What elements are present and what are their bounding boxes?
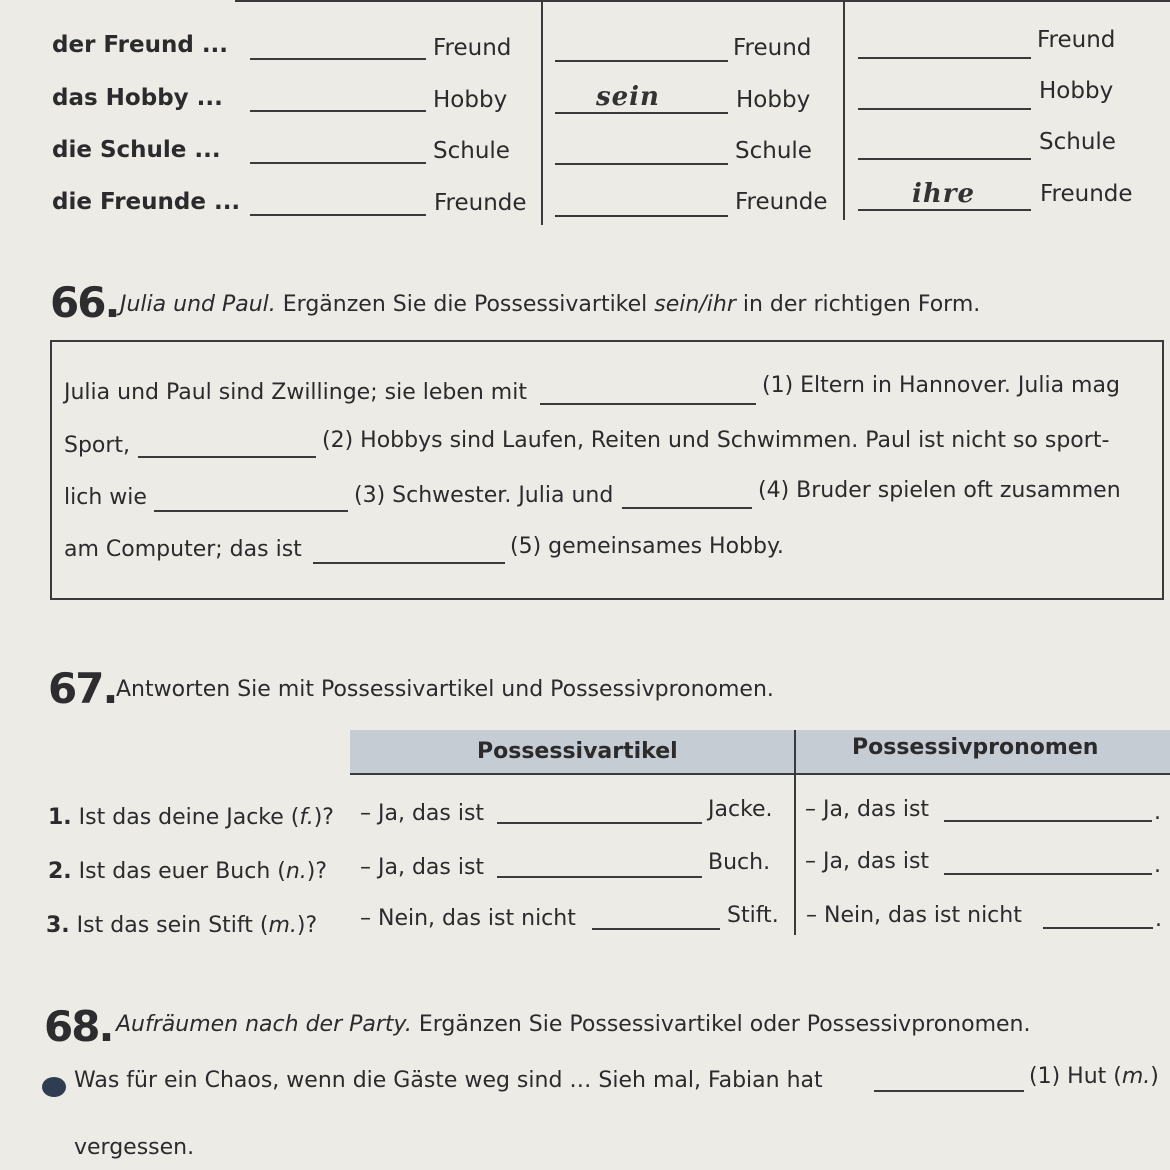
exercise-number: 67. xyxy=(48,664,117,713)
article-blank[interactable] xyxy=(497,822,702,824)
article-blank[interactable] xyxy=(497,876,702,878)
dialogue-text: Was für ein Chaos, wenn die Gäste weg sind … Sieh mal, Fabian hat xyxy=(74,1068,823,1093)
article-noun: Stift. xyxy=(727,903,779,928)
exercise-instruction xyxy=(116,1012,1030,1037)
gender-marker: f. xyxy=(299,805,314,830)
text-segment: (1) Eltern in Hannover. Julia mag xyxy=(762,373,1120,398)
noun-label: Schule xyxy=(1039,129,1116,155)
pronoun-blank[interactable] xyxy=(944,820,1152,822)
top-table-top-rule xyxy=(235,0,1170,2)
text-segment: (4) Bruder spielen oft zusammen xyxy=(758,478,1121,503)
question-number: 2. xyxy=(48,859,72,884)
sentence-end: . xyxy=(1155,907,1162,932)
answer-blank[interactable] xyxy=(858,209,1031,211)
answer-blank[interactable] xyxy=(250,110,426,112)
noun-label: Freund xyxy=(1037,27,1116,53)
answer-blank-1[interactable] xyxy=(874,1090,1024,1092)
noun-label: Freund xyxy=(433,35,512,61)
noun-label: Schule xyxy=(433,138,510,164)
answer-blank-5[interactable] xyxy=(313,562,505,564)
text-segment: Sport, xyxy=(64,433,131,458)
speaker-bullet-icon xyxy=(42,1077,66,1097)
row-label: das Hobby ... xyxy=(52,85,223,111)
answer-blank[interactable] xyxy=(555,163,728,165)
pronoun-answer-prefix: – Ja, das ist xyxy=(805,849,930,874)
question-text-end: )? xyxy=(306,859,328,884)
exercise-number: 68. xyxy=(44,1002,113,1051)
instruction-text: in der richtigen Form. xyxy=(742,292,981,317)
text-segment: Julia und Paul sind Zwillinge; sie leben mit xyxy=(64,380,527,405)
answer-blank[interactable] xyxy=(555,60,728,62)
article-noun: Jacke. xyxy=(708,797,773,822)
noun-label: Freunde xyxy=(1040,181,1133,207)
noun-label: Schule xyxy=(735,138,812,164)
article-answer-prefix: – Ja, das ist xyxy=(360,801,485,826)
exercise-number: 66. xyxy=(50,278,119,327)
text-segment: (5) gemeinsames Hobby. xyxy=(510,534,784,559)
answer-blank[interactable] xyxy=(250,214,426,216)
dialogue-text: vergessen. xyxy=(74,1135,195,1160)
article-answer-prefix: – Ja, das ist xyxy=(360,855,485,880)
exercise-instruction: Antworten Sie mit Possessivartikel und Possessivpronomen. xyxy=(116,677,774,702)
noun-label: Freunde xyxy=(735,189,828,215)
dialogue-text xyxy=(1029,1064,1159,1089)
column-header: Possessivartikel xyxy=(477,739,678,764)
noun-label: Hobby xyxy=(736,87,811,113)
text-segment: am Computer; das ist xyxy=(64,537,302,562)
answer-blank[interactable] xyxy=(858,108,1031,110)
pronoun-blank[interactable] xyxy=(1043,927,1153,929)
noun-label: Freunde xyxy=(434,190,527,216)
exercise-title: Julia und Paul. xyxy=(120,292,276,317)
sentence-end: . xyxy=(1154,800,1161,825)
answer-blank-4[interactable] xyxy=(622,507,752,509)
question xyxy=(46,913,317,938)
gender-marker: m. xyxy=(1121,1064,1151,1089)
gap-label: (1) Hut ( xyxy=(1029,1064,1122,1089)
answer-blank[interactable] xyxy=(858,57,1031,59)
pronoun-blank[interactable] xyxy=(944,873,1152,875)
question-number: 1. xyxy=(48,805,72,830)
table-header-rule xyxy=(350,773,1170,775)
top-table-divider-2 xyxy=(843,0,845,220)
instruction-text: Ergänzen Sie die Possessivartikel xyxy=(282,292,648,317)
text-segment: (2) Hobbys sind Laufen, Reiten und Schwimmen. Paul ist nicht so sport- xyxy=(322,428,1110,453)
answer-blank[interactable] xyxy=(555,112,728,114)
handwritten-answer: sein xyxy=(596,82,660,112)
article-answer-prefix: – Nein, das ist nicht xyxy=(360,906,576,931)
question xyxy=(48,805,334,830)
exercise-title: Aufräumen nach der Party. xyxy=(116,1012,412,1037)
row-label: die Schule ... xyxy=(52,137,221,163)
noun-label: Hobby xyxy=(433,87,508,113)
handwritten-answer: ihre xyxy=(912,179,976,209)
question-text: Ist das deine Jacke ( xyxy=(78,805,300,830)
question-text-end: )? xyxy=(296,913,318,938)
question-text: Ist das sein Stift ( xyxy=(76,913,269,938)
gender-marker: n. xyxy=(285,859,307,884)
question-text: Ist das euer Buch ( xyxy=(78,859,286,884)
answer-blank[interactable] xyxy=(250,58,426,60)
noun-label: Hobby xyxy=(1039,78,1114,104)
answer-blank-2[interactable] xyxy=(138,456,316,458)
column-header: Possessivpronomen xyxy=(852,735,1099,760)
noun-label: Freund xyxy=(733,35,812,61)
table-divider xyxy=(794,730,796,935)
text-segment: (3) Schwester. Julia und xyxy=(354,483,614,508)
gender-marker: m. xyxy=(268,913,297,938)
row-label: die Freunde ... xyxy=(52,189,241,215)
question-number: 3. xyxy=(46,913,70,938)
answer-blank[interactable] xyxy=(250,162,426,164)
sentence-end: . xyxy=(1154,853,1161,878)
question xyxy=(48,859,327,884)
answer-blank[interactable] xyxy=(555,215,728,217)
answer-blank[interactable] xyxy=(858,158,1031,160)
answer-blank-3[interactable] xyxy=(154,510,348,512)
top-table-divider-1 xyxy=(541,0,543,225)
article-noun: Buch. xyxy=(708,850,771,875)
article-blank[interactable] xyxy=(592,928,720,930)
question-text-end: )? xyxy=(313,805,334,830)
instruction-text: Ergänzen Sie Possessivartikel oder Possessivpronomen. xyxy=(418,1012,1031,1037)
answer-blank-1[interactable] xyxy=(540,403,756,405)
instruction-emphasis: sein/ihr xyxy=(654,292,736,317)
exercise-instruction xyxy=(120,292,980,317)
text-segment: lich wie xyxy=(64,485,147,510)
pronoun-answer-prefix: – Ja, das ist xyxy=(805,797,930,822)
row-label: der Freund ... xyxy=(52,32,229,58)
pronoun-answer-prefix: – Nein, das ist nicht xyxy=(806,903,1022,928)
gap-label-end: ) xyxy=(1150,1064,1159,1089)
